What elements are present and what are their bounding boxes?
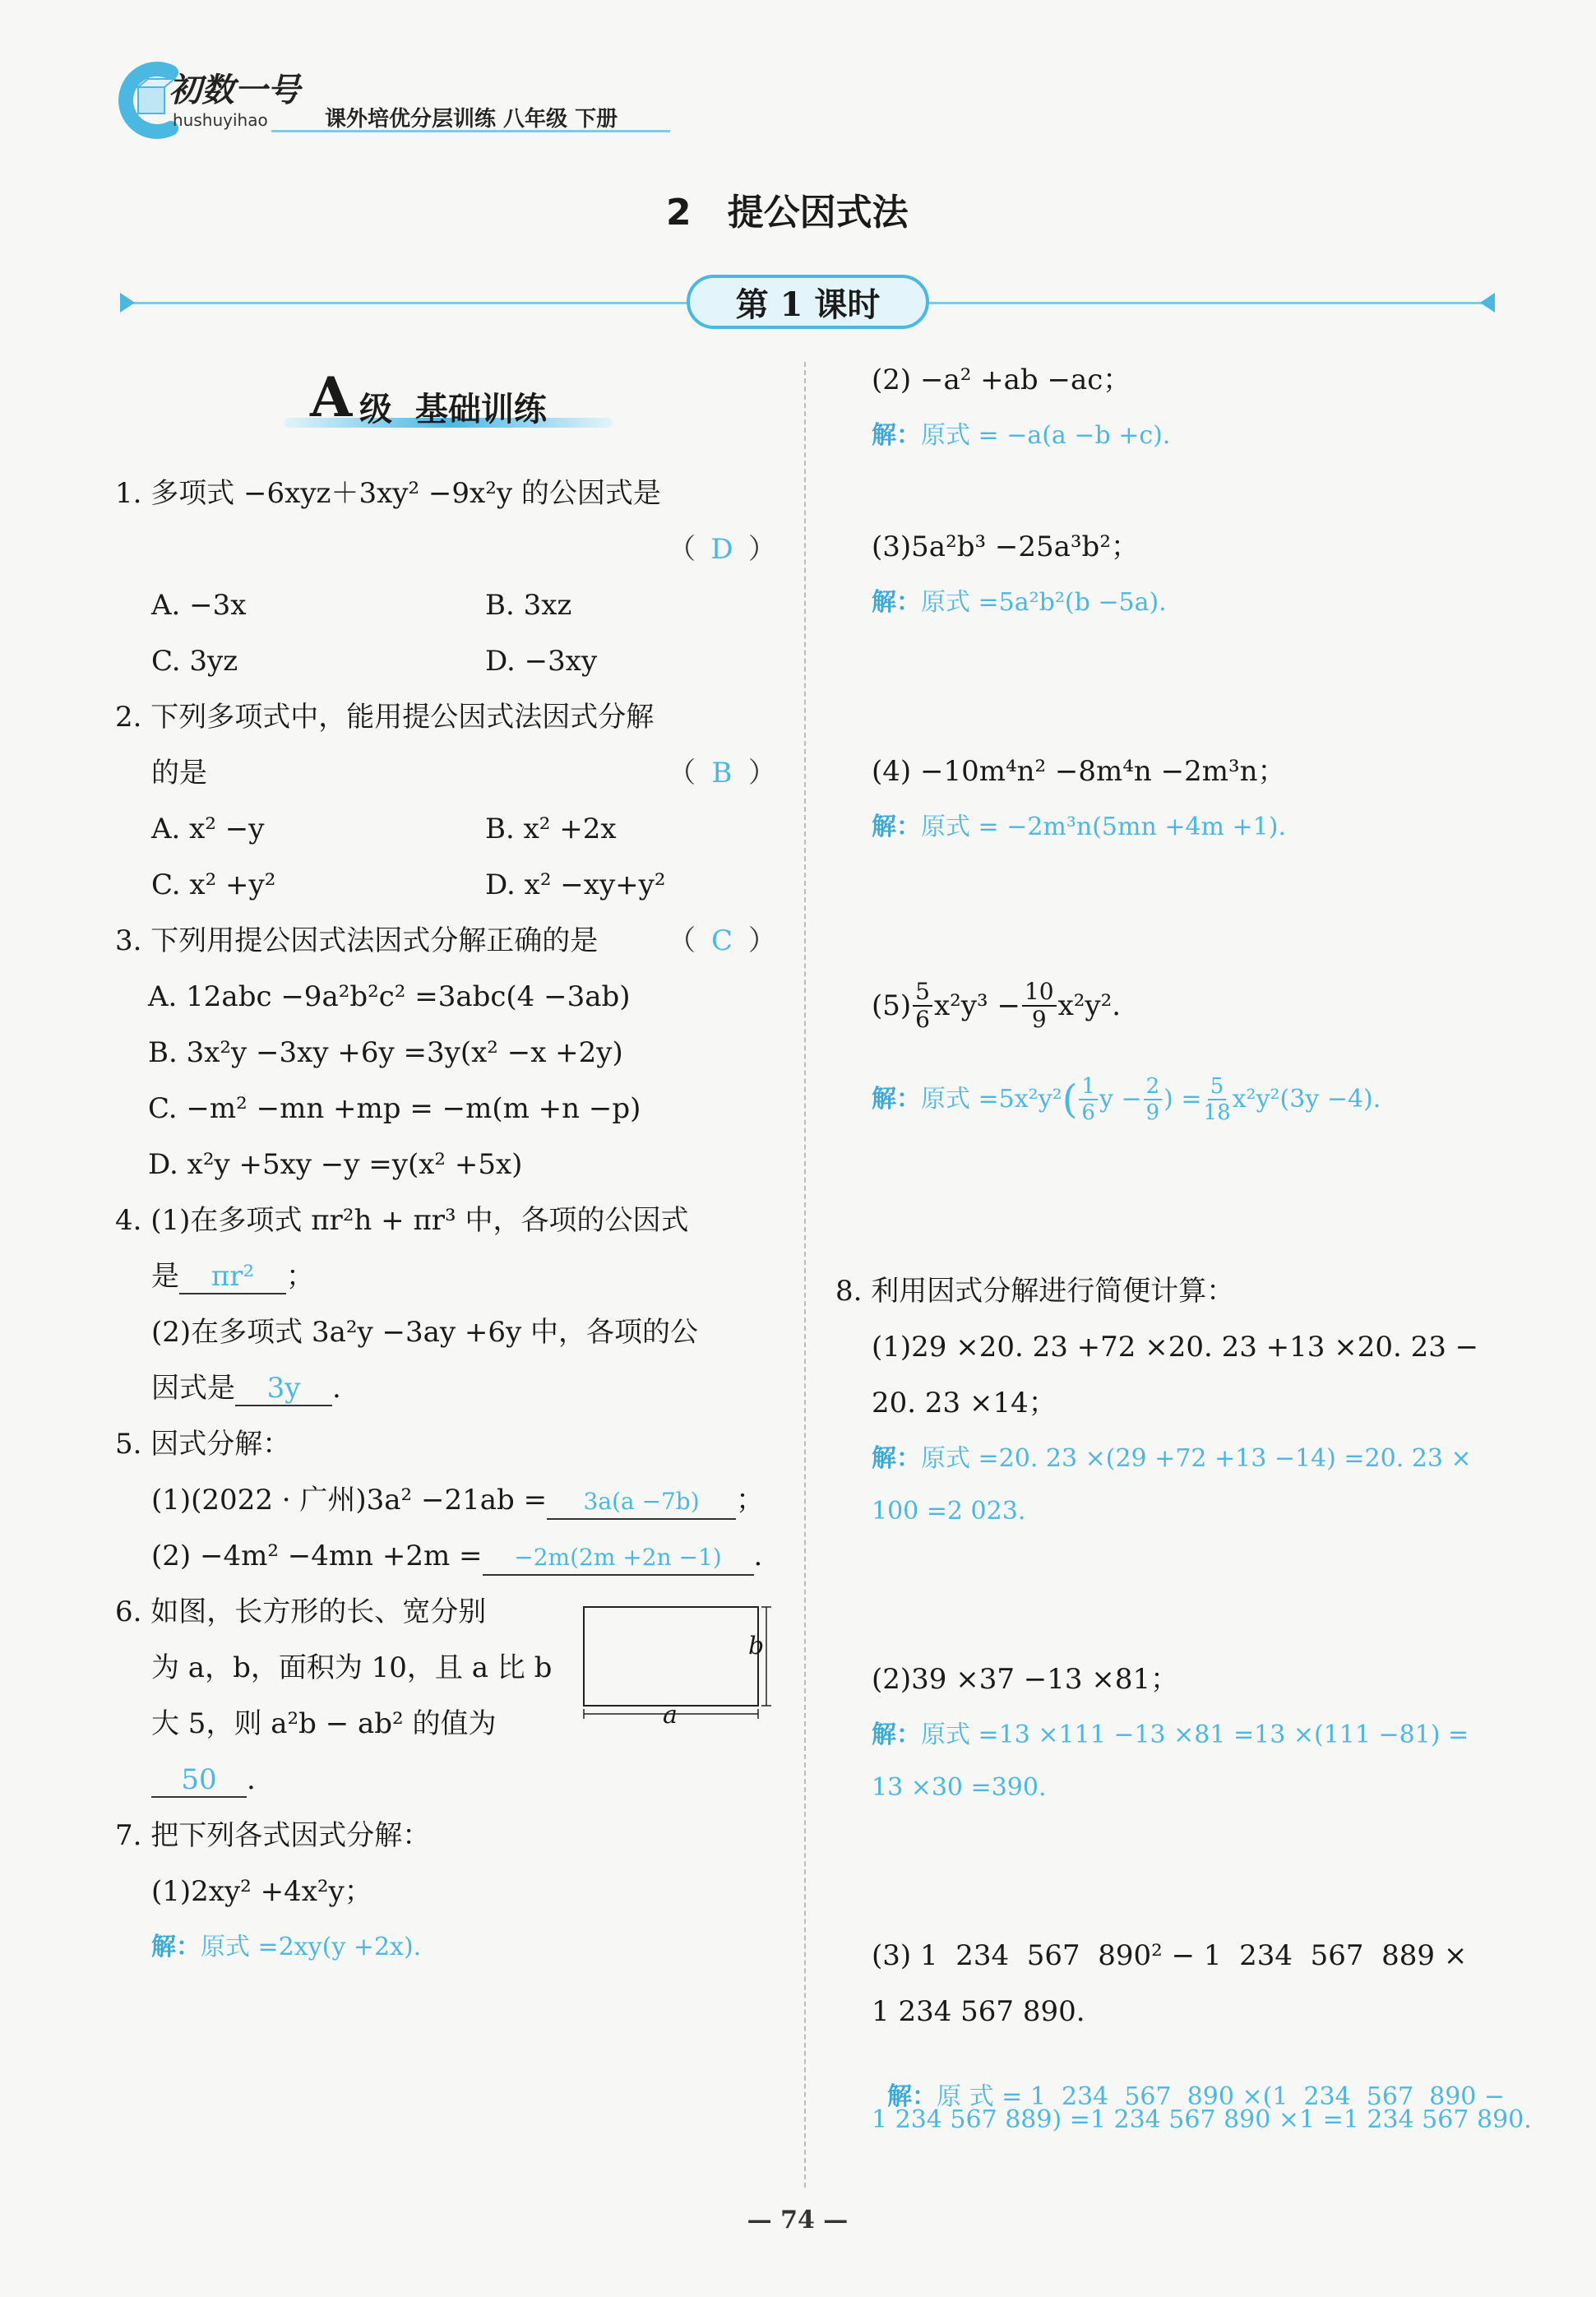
q7-part-2-solution (872, 421, 1170, 451)
q1-option-b: B. 3xz (485, 589, 572, 622)
page-number: — 74 — (747, 2206, 849, 2234)
q4-stem-2-post: ； (286, 1260, 314, 1293)
q5-part-2 (151, 1540, 762, 1576)
q1-answer: D (710, 533, 733, 566)
fraction (1204, 1076, 1231, 1123)
q6-figure-label-a: a (663, 1701, 678, 1730)
q3-option-c: C. −m² −mn +mp = −m(m +n −p) (148, 1092, 641, 1125)
q7-part-5 (872, 980, 1121, 1031)
logo-pinyin: hushuyihao (173, 110, 268, 130)
q8-part-3-solution-1 (872, 2053, 1505, 2112)
q2-option-c: C. x² +y² (151, 868, 276, 901)
lesson-badge (687, 275, 929, 329)
q5-part-1-post: ； (736, 1484, 765, 1517)
q3-answer-paren: （ C ） (668, 924, 776, 957)
q5-part-2-text: (2) −4m² −4mn +2m = (151, 1540, 483, 1572)
q7-part-2-answer: 原式 = −a(a −b +c). (921, 421, 1171, 450)
q7-part-5-solution (872, 1076, 1381, 1123)
fraction-denominator: 9 (1031, 1006, 1047, 1033)
q6-stem-1: 6. 如图，长方形的长、宽分别 (115, 1595, 487, 1628)
q7-part-2: (2) −a² +ab −ac； (872, 364, 1131, 396)
q5-part-1 (151, 1484, 764, 1520)
q7-part-5-sol-4: ) = (1163, 1085, 1202, 1114)
solution-label: 解： (872, 421, 921, 450)
q3-answer: C (710, 924, 733, 957)
q7-stem: 7. 把下列各式因式分解： (115, 1819, 431, 1852)
q7-part-3: (3)5a²b³ −25a³b²； (872, 530, 1139, 563)
q7-part-5-mid-1: x²y³ − (934, 989, 1020, 1022)
q4-stem-2 (151, 1260, 314, 1294)
q3-stem: 3. 下列用提公因式法因式分解正确的是 (115, 924, 599, 957)
q1-option-c: C. 3yz (151, 645, 238, 678)
q2-option-a: A. x² −y (151, 813, 265, 845)
column-divider (804, 362, 806, 2188)
q8-part-3-solution-2: 1 234 567 889) =1 234 567 890 ×1 =1 234 567 890. (872, 2105, 1532, 2134)
q1-answer-paren: （ D ） (668, 533, 776, 566)
q7-part-5-sol-5: x²y²(3y −4). (1232, 1085, 1381, 1114)
q3-option-b: B. 3x²y −3xy +6y =3y(x² −x +2y) (148, 1036, 623, 1069)
q4-answer-2: 3y (235, 1372, 332, 1406)
q8-part-3-line-2: 1 234 567 890. (872, 1995, 1085, 2028)
q5-answer-2: −2m(2m +2n −1) (483, 1541, 754, 1576)
q4-stem-3: (2)在多项式 3a²y −3ay +6y 中，各项的公 (151, 1316, 699, 1349)
q8-part-1-line-1: (1)29 ×20. 23 +72 ×20. 23 +13 ×20. 23 − (872, 1331, 1479, 1364)
solution-label: 解： (887, 2082, 937, 2111)
fraction-numerator: 2 (1144, 1076, 1163, 1100)
rule-arrow-left-icon (120, 293, 135, 313)
header-rule (271, 130, 670, 132)
q7-part-5-sol-1: 原式 =5x²y² (921, 1085, 1062, 1114)
q8-stem: 8. 利用因式分解进行简便计算： (835, 1275, 1235, 1308)
q7-part-5-pre: (5) (872, 989, 912, 1022)
fraction (1022, 980, 1057, 1031)
fraction-denominator: 6 (1081, 1100, 1095, 1125)
q4-stem-2-pre: 是 (151, 1260, 179, 1293)
q8-part-2: (2)39 ×37 −13 ×81； (872, 1663, 1179, 1696)
q2-answer: B (711, 757, 733, 790)
q1-option-a: A. −3x (151, 589, 247, 622)
q6-stem-4 (151, 1763, 256, 1798)
q8-part-2-solution-2: 13 ×30 =390. (872, 1773, 1047, 1802)
q8-part-2-solution-1 (872, 1720, 1469, 1750)
q5-answer-1: 3a(a −7b) (547, 1485, 736, 1520)
q2-option-d: D. x² −xy+y² (485, 868, 666, 901)
level-letter: A (310, 365, 353, 429)
fraction-numerator: 1 (1079, 1076, 1098, 1100)
q5-part-1-text: (1)(2022 · 广州)3a² −21ab = (151, 1484, 548, 1517)
q6-rectangle-figure (576, 1602, 781, 1734)
q1-stem: 1. 多项式 −6xyz＋3xy² −9x²y 的公因式是 (115, 477, 661, 510)
q8-part-1-line-2: 20. 23 ×14； (872, 1387, 1057, 1419)
section-title: 2 提公因式法 (666, 192, 909, 234)
fraction-denominator: 9 (1145, 1100, 1160, 1125)
q5-part-2-post: . (753, 1540, 763, 1572)
fraction (913, 980, 932, 1031)
q6-stem-2: 为 a，b，面积为 10，且 a 比 b (151, 1651, 553, 1684)
fraction-numerator: 5 (1208, 1076, 1227, 1100)
solution-label: 解： (872, 1085, 921, 1114)
q1-option-d: D. −3xy (485, 645, 598, 678)
level-heading (284, 365, 613, 436)
q7-part-4-answer: 原式 = −2m³n(5mn +4m +1). (921, 813, 1286, 841)
q6-stem-3: 大 5，则 a²b − ab² 的值为 (151, 1707, 497, 1740)
q4-stem-4-post: . (332, 1372, 341, 1405)
solution-label: 解： (872, 1720, 921, 1749)
fraction (1144, 1076, 1163, 1123)
q2-stem-2: 的是 (151, 757, 207, 790)
q4-stem-4-pre: 因式是 (151, 1372, 235, 1405)
q2-option-b: B. x² +2x (485, 813, 617, 845)
fraction (1079, 1076, 1098, 1123)
q7-part-1: (1)2xy² +4x²y； (151, 1875, 372, 1908)
q8-part-2-answer-1: 原式 =13 ×111 −13 ×81 =13 ×(111 −81) = (921, 1720, 1469, 1749)
solution-label: 解： (872, 1444, 921, 1473)
q7-part-5-sol-paren-open: ( (1062, 1077, 1078, 1123)
fraction-numerator: 10 (1022, 980, 1057, 1007)
q6-figure-label-b: b (748, 1632, 765, 1660)
q8-part-1-answer-1: 原式 =20. 23 ×(29 +72 +13 −14) =20. 23 × (921, 1444, 1472, 1473)
q5-stem: 5. 因式分解： (115, 1428, 291, 1461)
q4-answer-1: πr² (179, 1260, 286, 1294)
q7-part-1-solution (151, 1933, 421, 1962)
q8-part-1-solution-2: 100 =2 023. (872, 1497, 1026, 1526)
lesson-label: 第 1 课时 (735, 285, 881, 324)
solution-label: 解： (872, 588, 921, 617)
q8-part-1-solution-1 (872, 1444, 1472, 1474)
q8-part-3-answer-1: 原 式 = 1 234 567 890 ×(1 234 567 890 − (937, 2082, 1506, 2111)
fraction-denominator: 6 (915, 1006, 930, 1033)
q7-part-5-sol-3: y − (1099, 1085, 1142, 1114)
q7-part-3-answer: 原式 =5a²b²(b −5a). (921, 588, 1167, 617)
q6-post: . (247, 1763, 256, 1796)
q7-part-4-solution (872, 813, 1286, 842)
lesson-rule-left (123, 302, 691, 304)
q7-part-4: (4) −10m⁴n² −8m⁴n −2m³n； (872, 755, 1286, 788)
rule-arrow-right-icon (1480, 293, 1495, 313)
q4-stem-1: 4. (1)在多项式 πr²h + πr³ 中，各项的公因式 (115, 1204, 689, 1237)
q7-part-1-answer: 原式 =2xy(y +2x). (201, 1933, 422, 1961)
q7-part-5-mid-2: x²y². (1057, 989, 1122, 1022)
q3-option-d: D. x²y +5xy −y =y(x² +5x) (148, 1148, 523, 1181)
q6-answer: 50 (151, 1763, 247, 1798)
level-text: 级 基础训练 (359, 390, 547, 428)
solution-label: 解： (872, 813, 921, 841)
q7-part-3-solution (872, 588, 1167, 618)
logo-text: 初数一号 (169, 72, 300, 109)
q2-answer-paren: （ B ） (668, 757, 776, 790)
q8-part-3-line-1: (3) 1 234 567 890² − 1 234 567 889 × (872, 1939, 1468, 1972)
book-title: 课外培优分层训练 八年级 下册 (325, 107, 618, 132)
q3-option-a: A. 12abc −9a²b²c² =3abc(4 −3ab) (148, 980, 631, 1013)
q4-stem-4 (151, 1372, 341, 1406)
fraction-numerator: 5 (913, 980, 932, 1007)
fraction-denominator: 18 (1203, 1100, 1231, 1125)
solution-label: 解： (151, 1933, 201, 1961)
q2-stem-1: 2. 下列多项式中，能用提公因式法因式分解 (115, 701, 655, 734)
lesson-rule-right (925, 302, 1492, 304)
